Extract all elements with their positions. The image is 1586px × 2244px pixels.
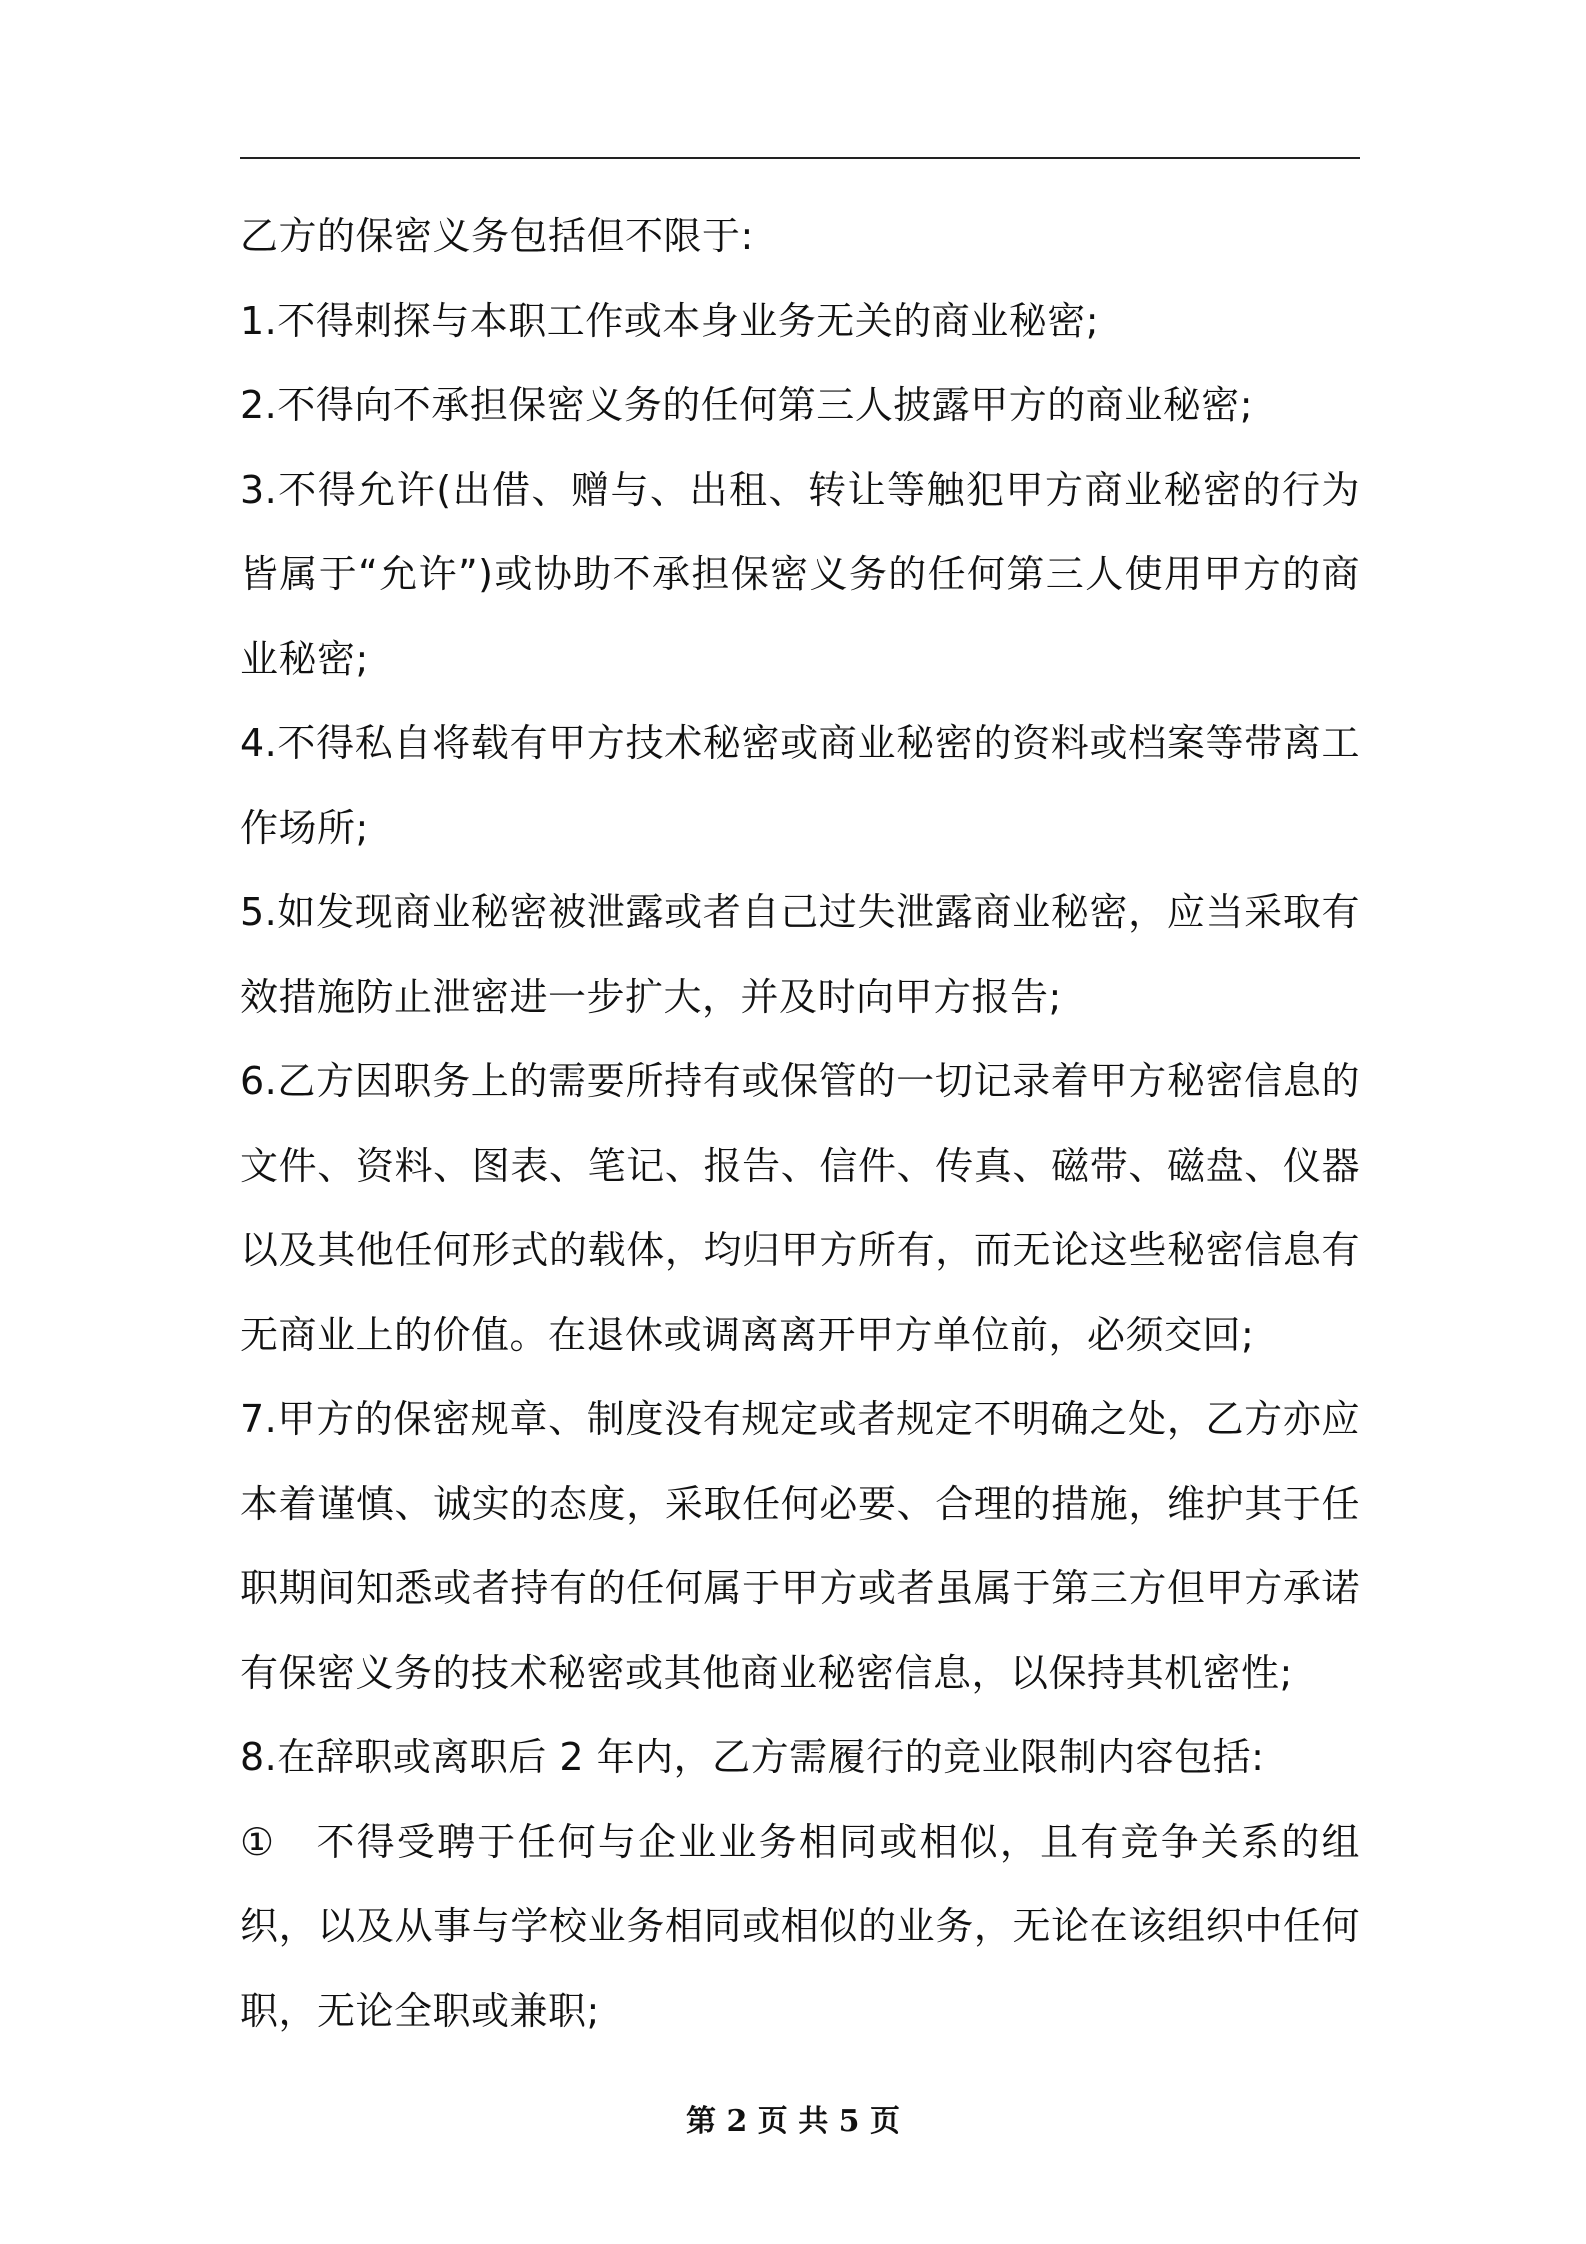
paragraph-item-3: 3.不得允许(出借、赠与、出租、转让等触犯甲方商业秘密的行为皆属于“允许”)或协助不承担保密义务的任何第三人使用甲方的商业秘密; xyxy=(240,467,1360,681)
paragraph-item-4: 4.不得私自将载有甲方技术秘密或商业秘密的资料或档案等带离工作场所; xyxy=(240,721,1360,850)
paragraph-subitem-1: ① 不得受聘于任何与企业业务相同或相似，且有竞争关系的组织，以及从事与学校业务相同或相似的业务，无论在该组织中任何职，无论全职或兼职; xyxy=(240,1819,1360,2033)
paragraph-item-6: 6.乙方因职务上的需要所持有或保管的一切记录着甲方秘密信息的文件、资料、图表、笔记、报告、信件、传真、磁带、磁盘、仪器以及其他任何形式的载体，均归甲方所有，而无论这些秘密信息有无商业上的价值。在退休或调离离开甲方单位前，必须交回; xyxy=(240,1059,1360,1357)
document-body xyxy=(240,194,1360,2053)
header-rule xyxy=(240,157,1360,159)
paragraph-intro: 乙方的保密义务包括但不限于: xyxy=(240,214,754,258)
paragraph-item-1: 1.不得刺探与本职工作或本身业务无关的商业秘密; xyxy=(240,298,1100,343)
paragraph-item-5: 5.如发现商业秘密被泄露或者自己过失泄露商业秘密，应当采取有效措施防止泄密进一步扩大，并及时向甲方报告; xyxy=(240,890,1360,1019)
paragraph-item-8: 8.在辞职或离职后 2 年内，乙方需履行的竞业限制内容包括: xyxy=(240,1735,1265,1779)
page-number: 第 2 页 共 5 页 xyxy=(686,2104,900,2139)
paragraph-item-7: 7.甲方的保密规章、制度没有规定或者规定不明确之处，乙方亦应本着谨慎、诚实的态度，采取任何必要、合理的措施，维护其于任职期间知悉或者持有的任何属于甲方或者虽属于第三方但甲方承诺有保密义务的技术秘密或其他商业秘密信息，以保持其机密性; xyxy=(240,1397,1360,1695)
paragraph-item-2: 2.不得向不承担保密义务的任何第三人披露甲方的商业秘密; xyxy=(240,383,1254,427)
